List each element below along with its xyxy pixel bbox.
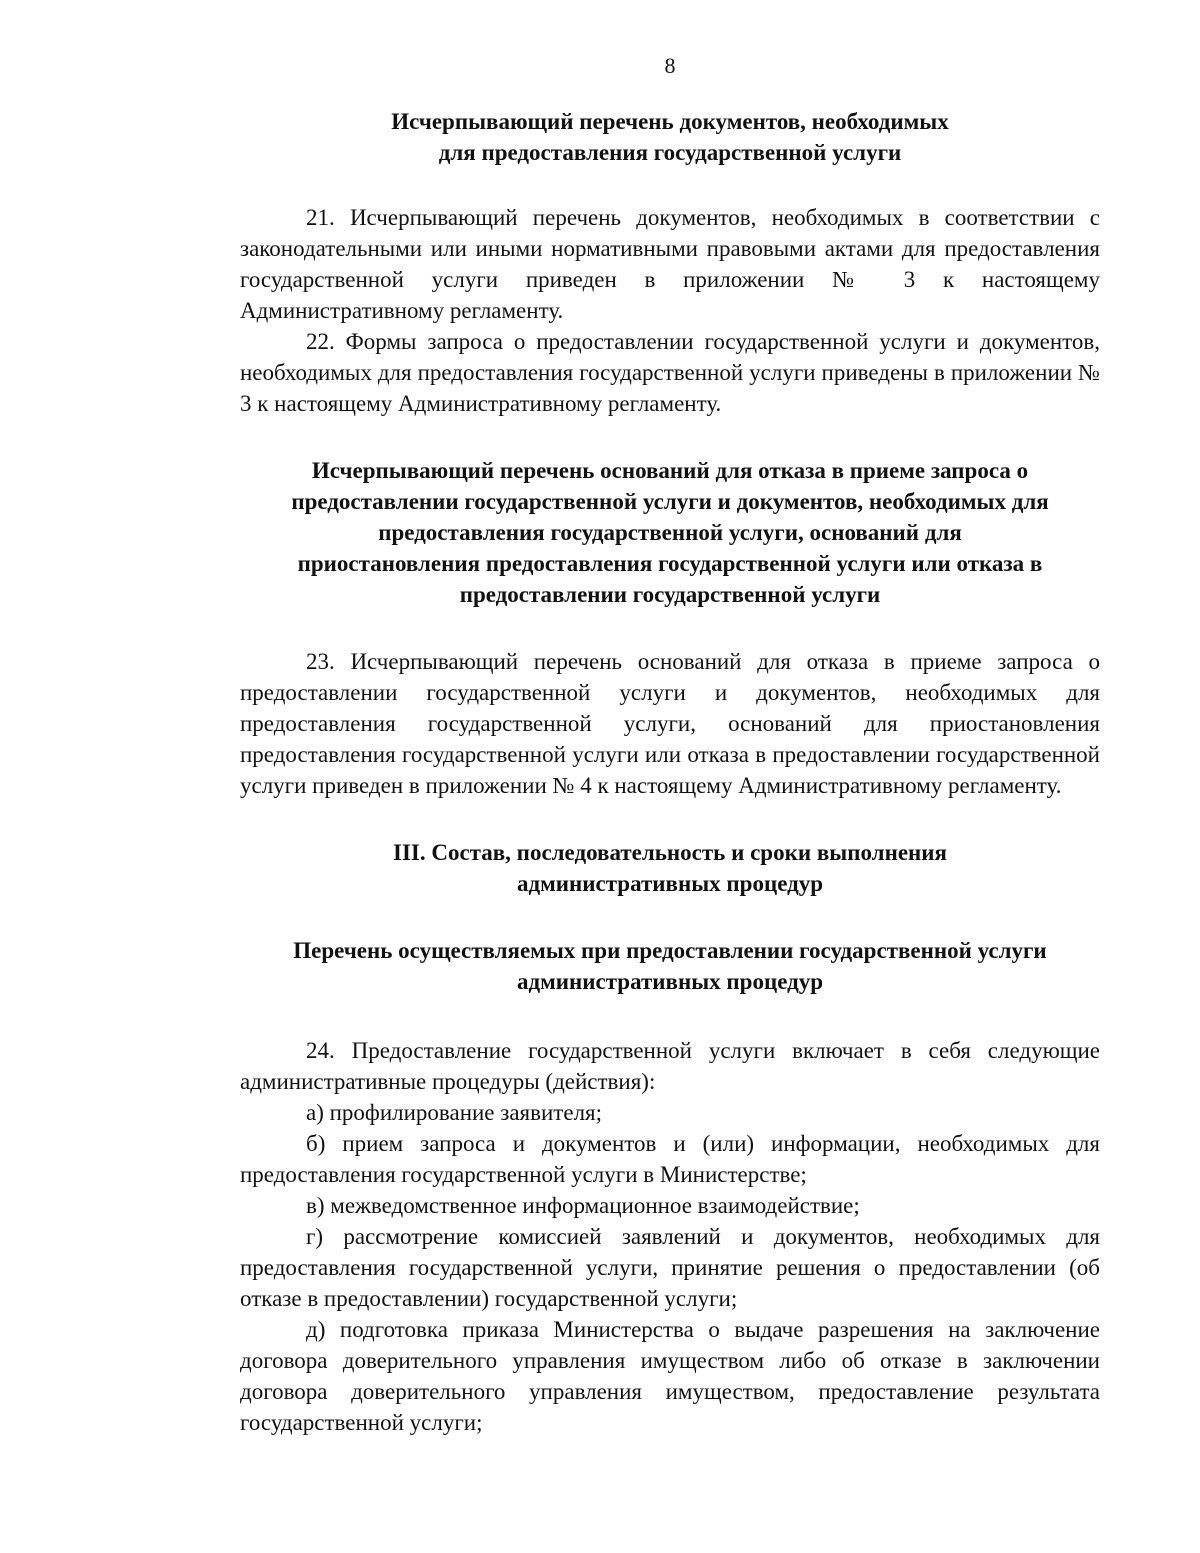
heading-line: Исчерпывающий перечень оснований для отказа в приеме запроса о	[311, 458, 1029, 483]
heading-line: приостановления предоставления государственной услуги или отказа в	[297, 551, 1043, 576]
list-item-a: а) профилирование заявителя;	[306, 1100, 603, 1125]
heading-line: предоставлении государственной услуги и документов, необходимых для	[291, 489, 1049, 514]
list-item-d: д) подготовка приказа Министерства о выдаче разрешения на заключение договора доверительного управления имуществом либо об отказе в заключении договора доверительного управления имуществом, предоставление результата государственной услуги;	[240, 1317, 1100, 1435]
paragraph-21: 21. Исчерпывающий перечень документов, необходимых в соответствии с законодательными или иными нормативными правовыми актами для предоставления государственной услуги приведен в приложении № 3 к настоящему Административному регламенту.	[240, 205, 1100, 323]
heading-line: Исчерпывающий перечень документов, необходимых	[391, 109, 949, 134]
list-item-b: б) прием запроса и документов и (или) информации, необходимых для предоставления государственной услуги в Министерстве;	[240, 1131, 1100, 1187]
heading-line: предоставлении государственной услуги	[459, 582, 881, 607]
heading-line: Перечень осуществляемых при предоставлении государственной услуги	[293, 938, 1047, 963]
list-item-v: в) межведомственное информационное взаимодействие;	[306, 1193, 860, 1218]
paragraph-23: 23. Исчерпывающий перечень оснований для отказа в приеме запроса о предоставлении государственной услуги и документов, необходимых для предоставления государственной услуги, оснований для приостановления предоставления государственной услуги или отказа в предоставлении государственной услуги приведен в приложении № 4 к настоящему Административному регламенту.	[240, 649, 1100, 798]
paragraph-24: 24. Предоставление государственной услуги включает в себя следующие административные процедуры (действия):	[240, 1038, 1100, 1094]
heading-refusal-grounds	[240, 455, 1100, 610]
heading-line: административных процедур	[516, 871, 824, 896]
heading-line: III. Состав, последовательность и сроки выполнения	[393, 840, 947, 865]
heading-line: административных процедур	[516, 969, 824, 994]
heading-procedures-list	[240, 935, 1100, 997]
heading-line: предоставления государственной услуги, оснований для	[378, 520, 962, 545]
heading-section-iii	[240, 837, 1100, 899]
page-number: 8	[664, 53, 676, 78]
document-page	[240, 52, 1100, 1438]
heading-line: для предоставления государственной услуги	[438, 140, 902, 165]
paragraph-22: 22. Формы запроса о предоставлении государственной услуги и документов, необходимых для предоставления государственной услуги приведены в приложении № 3 к настоящему Административному регламенту.	[240, 329, 1100, 416]
heading-documents-list	[240, 106, 1100, 168]
list-item-g: г) рассмотрение комиссией заявлений и документов, необходимых для предоставления государственной услуги, принятие решения о предоставлении (об отказе в предоставлении) государственной услуги;	[240, 1224, 1100, 1311]
